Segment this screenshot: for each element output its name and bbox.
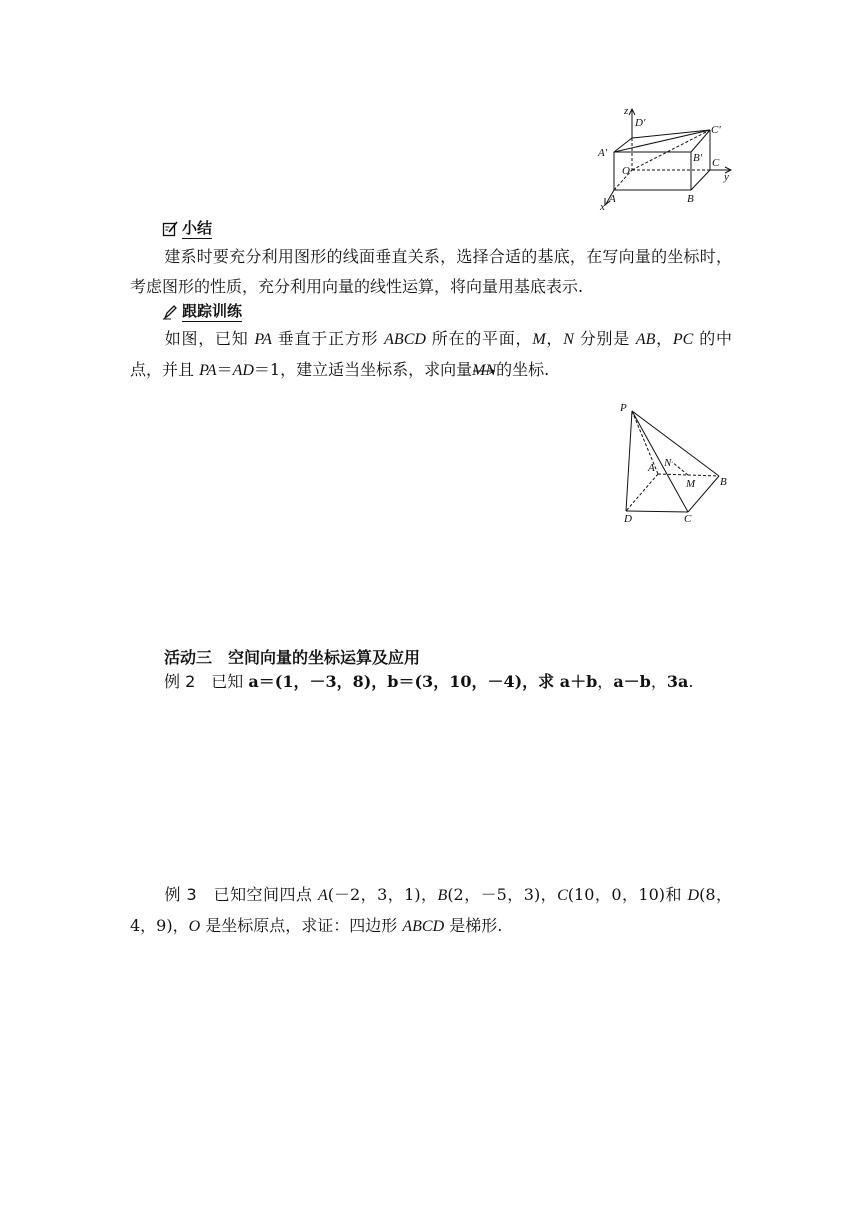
var-n: N xyxy=(563,331,574,348)
label-o: O xyxy=(622,165,630,177)
practice-text-3: 所在的平面， xyxy=(425,329,533,348)
label-x: x xyxy=(600,201,605,212)
example-2-comma-1: ， xyxy=(597,672,614,691)
example-3 xyxy=(130,880,732,942)
example-2-text-3: ＝(3，10，－4)，求 xyxy=(398,672,560,691)
label-m: M xyxy=(686,478,696,490)
practice-text-4: 分别是 xyxy=(573,329,636,348)
figure-cuboid xyxy=(594,104,744,212)
practice-text-1: 如图，已知 xyxy=(164,329,255,348)
var-ab: AB xyxy=(635,331,656,348)
example-2 xyxy=(164,667,734,697)
practice-comma-2: ， xyxy=(655,329,673,348)
example-3-text-2: (－2，3，1)， xyxy=(327,885,438,904)
practice-comma: ， xyxy=(545,329,564,348)
expr-3a: 3a xyxy=(666,672,689,691)
point-o: O xyxy=(188,918,201,935)
vec-a: a xyxy=(248,672,259,691)
var-pa-2: PA xyxy=(199,362,217,379)
point-d: D xyxy=(687,887,700,904)
expr-a-minus-b: a－b xyxy=(613,672,651,691)
vector-arrow-icon xyxy=(473,354,495,360)
example-3-label: 例 3 xyxy=(164,885,197,904)
label-n: N xyxy=(664,457,672,469)
summary-heading-text: 小结 xyxy=(182,219,213,237)
point-b: B xyxy=(437,887,448,904)
var-pc: PC xyxy=(672,331,694,348)
label-c-pyr: C xyxy=(684,513,692,525)
var-ad: AD xyxy=(232,362,254,379)
var-abcd: ABCD xyxy=(384,331,426,348)
expr-a-plus-b: a＋b xyxy=(559,672,598,691)
practice-text-7: 的坐标. xyxy=(496,360,550,379)
practice-text-5: 的中点，并且 xyxy=(130,329,732,379)
var-pa: PA xyxy=(254,331,272,348)
var-mn: MN xyxy=(472,362,497,379)
label-d: D xyxy=(624,513,632,525)
label-b-prime: B' xyxy=(693,152,703,164)
example-3-text-7: 是梯形. xyxy=(444,916,503,935)
point-a: A xyxy=(317,887,328,904)
point-c: C xyxy=(557,887,568,904)
example-3-text-6: 是坐标原点，求证：四边形 xyxy=(200,916,403,935)
label-c-prime: C' xyxy=(711,124,721,136)
activity-title: 活动三 空间向量的坐标运算及应用 xyxy=(164,648,421,667)
label-b-pyr: B xyxy=(720,476,727,488)
example-3-text-4: (10，0，10)和 xyxy=(567,885,688,904)
label-d-prime: D' xyxy=(635,117,646,129)
practice-paragraph xyxy=(130,324,732,386)
example-2-text-1: 已知 xyxy=(195,672,249,691)
example-3-text-3: (2，－5，3)， xyxy=(447,885,558,904)
label-a-prime: A' xyxy=(598,147,608,159)
example-3-text-5: (8，4，9)， xyxy=(130,885,732,935)
practice-heading xyxy=(162,302,242,322)
example-3-text-1: 已知空间四点 xyxy=(196,885,318,904)
practice-heading-text: 跟踪训练 xyxy=(182,302,243,320)
pencil-note-icon xyxy=(162,221,178,237)
example-2-label: 例 2 xyxy=(164,672,196,691)
label-b: B xyxy=(687,193,694,205)
quad-abcd: ABCD xyxy=(402,918,445,935)
vector-mn xyxy=(472,355,496,386)
vec-b: b xyxy=(387,672,399,691)
label-a-pyr: A xyxy=(648,462,655,474)
practice-eq: ＝ xyxy=(216,360,233,379)
summary-paragraph xyxy=(130,242,732,302)
summary-heading xyxy=(162,219,212,239)
label-y: y xyxy=(724,171,729,183)
practice-text-2: 垂直于正方形 xyxy=(271,329,385,348)
summary-text: 建系时要充分利用图形的线面垂直关系，选择合适的基底，在写向量的坐标时，考虑图形的性质，充分利用向量的线性运算，将向量用基底表示. xyxy=(130,247,732,296)
label-a: A xyxy=(609,193,616,205)
example-2-text-2: ＝(1，－3，8)， xyxy=(258,672,388,691)
label-c: C xyxy=(712,157,720,169)
example-2-comma-2: ， xyxy=(650,672,667,691)
pencil-icon xyxy=(162,304,178,320)
practice-text-6: ＝1，建立适当坐标系，求向量 xyxy=(253,360,473,379)
var-m: M xyxy=(532,331,546,348)
label-p: P xyxy=(620,402,627,414)
label-z: z xyxy=(624,105,629,117)
figure-pyramid xyxy=(614,398,744,526)
example-2-period: . xyxy=(688,672,694,691)
